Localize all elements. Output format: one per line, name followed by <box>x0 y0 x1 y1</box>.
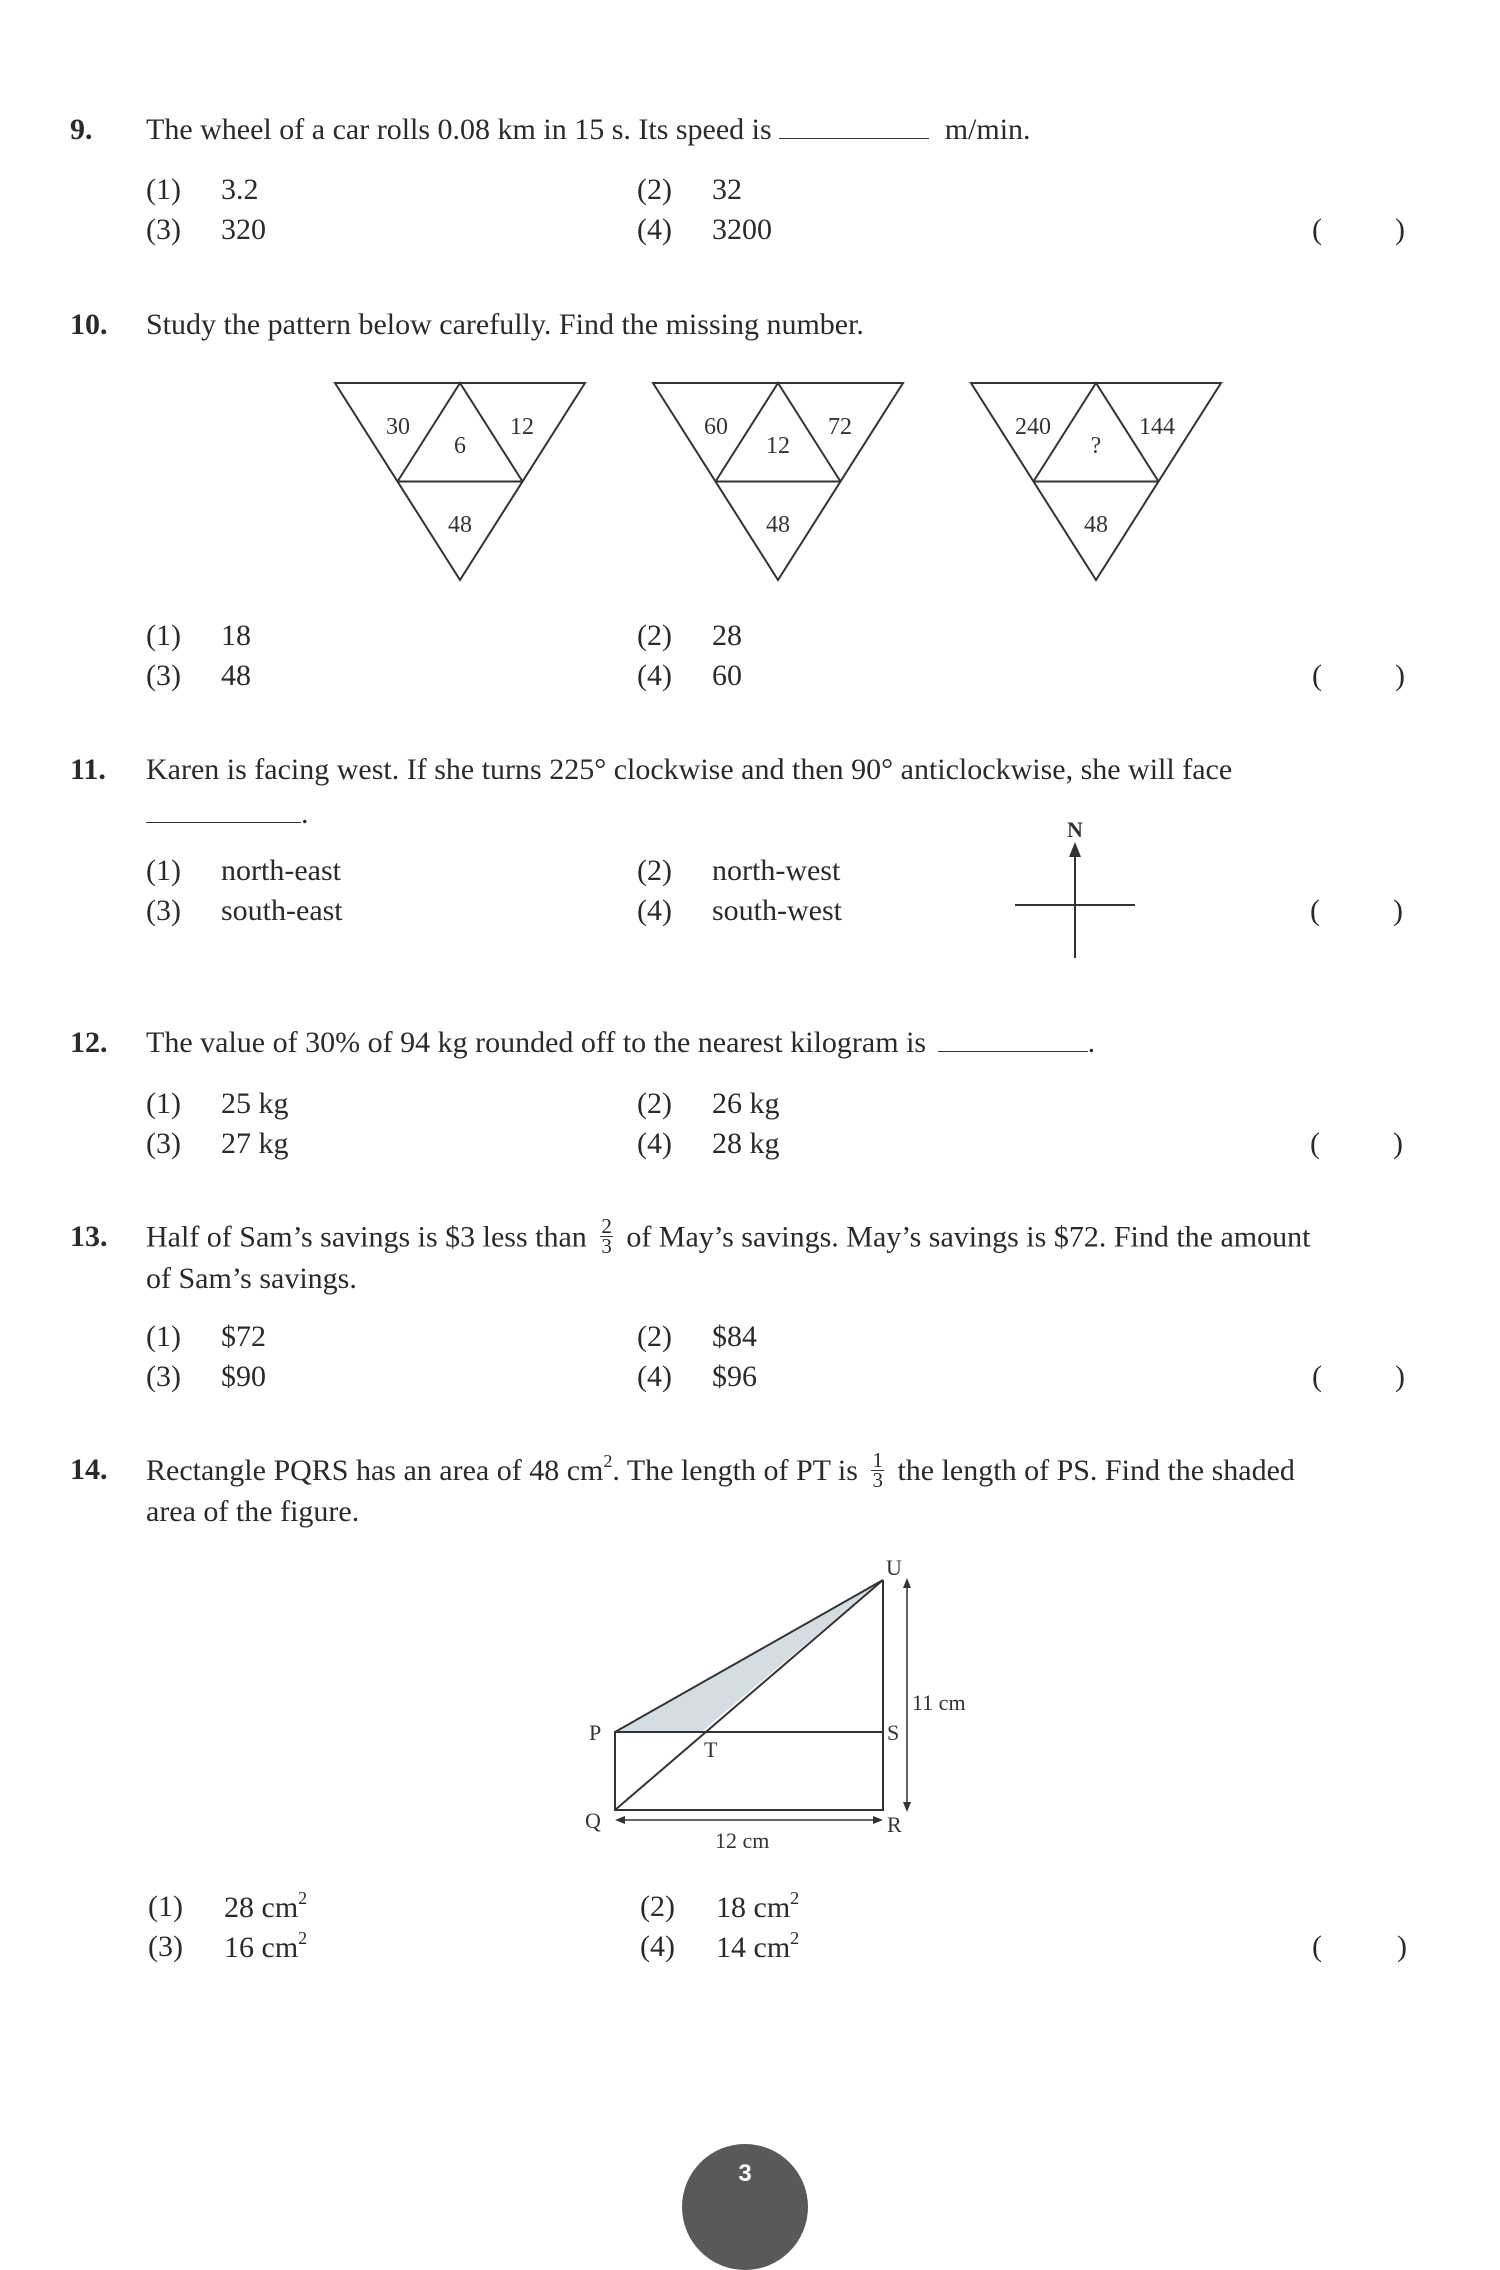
fraction <box>600 1214 613 1258</box>
option-label: (3) <box>146 894 181 927</box>
triangle-2-center: 12 <box>766 433 790 459</box>
compass-figure <box>1010 815 1140 960</box>
label-r: R <box>887 1812 902 1837</box>
option-value: 3200 <box>712 213 772 246</box>
fraction-denominator: 3 <box>601 1234 612 1258</box>
superscript: 2 <box>298 1888 308 1908</box>
superscript: 2 <box>790 1888 800 1908</box>
option-label: (3) <box>146 1360 181 1393</box>
option-value: 28 kg <box>712 1127 780 1160</box>
option-label: (2) <box>637 854 672 887</box>
triangle-2-left: 60 <box>704 414 728 440</box>
triangle-3-center: ? <box>1090 433 1102 459</box>
option-label: (4) <box>637 1127 672 1160</box>
question-13-text-line2: of Sam’s savings. <box>146 1262 357 1295</box>
label-u: U <box>886 1555 902 1580</box>
option-value: 3.2 <box>221 173 259 206</box>
option-value: 48 <box>221 659 251 692</box>
answer-bracket-open[interactable]: ( <box>1312 1360 1322 1393</box>
question-14-number: 14. <box>70 1453 108 1486</box>
question-12-text: The value of 30% of 94 kg rounded off to the nearest kilogram is . <box>146 1026 1096 1059</box>
option-label: (1) <box>146 173 181 206</box>
option-label: (4) <box>640 1930 675 1963</box>
answer-blank <box>779 137 929 139</box>
triangle-pattern-figure <box>330 380 1230 590</box>
option-value: north-west <box>712 854 841 887</box>
question-13-number: 13. <box>70 1220 108 1253</box>
triangle-1-bottom: 48 <box>448 512 472 538</box>
option-label: (2) <box>637 1087 672 1120</box>
option-label: (4) <box>637 894 672 927</box>
superscript: 2 <box>790 1928 800 1948</box>
answer-bracket-close[interactable]: ) <box>1393 894 1403 927</box>
option-value <box>224 1930 307 1965</box>
triangle-1-left: 30 <box>386 414 410 440</box>
question-14-text-line2: area of the figure. <box>146 1495 360 1528</box>
option-label: (3) <box>146 1127 181 1160</box>
option-value-text: 16 cm <box>224 1931 299 1964</box>
fraction-denominator: 3 <box>872 1467 883 1492</box>
option-value: 32 <box>712 173 742 206</box>
triangle-2-bottom: 48 <box>766 512 790 538</box>
triangle-2-right: 72 <box>828 414 852 440</box>
option-value: $96 <box>712 1360 757 1393</box>
option-value: 26 kg <box>712 1087 780 1120</box>
label-s: S <box>887 1720 900 1745</box>
question-13-text-before: Half of Sam’s savings is $3 less than <box>146 1220 587 1254</box>
option-value: north-east <box>221 854 341 887</box>
option-value <box>224 1890 307 1925</box>
option-label: (2) <box>637 1320 672 1353</box>
question-13-text <box>146 1214 1311 1259</box>
question-9-number: 9. <box>70 113 93 146</box>
option-label: (3) <box>146 659 181 692</box>
question-14-text-before: Rectangle PQRS has an area of 48 cm <box>146 1454 604 1487</box>
option-value: south-east <box>221 894 343 927</box>
option-value: south-west <box>712 894 842 927</box>
question-11-text: Karen is facing west. If she turns 225° clockwise and then 90° anticlockwise, she will face <box>146 753 1233 786</box>
answer-bracket-open[interactable]: ( <box>1312 659 1322 692</box>
question-13-text-after: of May’s savings. May’s savings is $72. Find the amount <box>626 1220 1311 1254</box>
question-14-text-after: the length of PS. Find the shaded <box>897 1454 1295 1487</box>
height-label: 11 cm <box>912 1690 966 1715</box>
answer-bracket-open[interactable]: ( <box>1312 1930 1322 1963</box>
option-value: $84 <box>712 1320 757 1353</box>
label-q: Q <box>585 1808 601 1833</box>
question-14-text <box>146 1447 1295 1493</box>
option-label: (1) <box>146 619 181 652</box>
question-14-text-mid: . The length of PT is <box>612 1454 858 1487</box>
option-label: (1) <box>146 854 181 887</box>
fraction-numerator: 1 <box>872 1447 883 1472</box>
compass-north-label: N <box>1067 817 1083 842</box>
option-value-text: 18 cm <box>716 1891 791 1924</box>
option-label: (4) <box>637 659 672 692</box>
question-9-text <box>146 113 1031 147</box>
triangle-3-bottom: 48 <box>1084 512 1108 538</box>
option-value: 320 <box>221 213 266 246</box>
option-label: (2) <box>637 173 672 206</box>
superscript: 2 <box>603 1451 613 1471</box>
question-12-number: 12. <box>70 1026 108 1059</box>
answer-blank-line: . <box>146 797 309 831</box>
option-value: 27 kg <box>221 1127 289 1160</box>
option-value: 18 <box>221 619 251 652</box>
answer-bracket-open[interactable]: ( <box>1310 1127 1320 1160</box>
rectangle-pqrs-figure <box>570 1550 990 1860</box>
answer-blank <box>938 1050 1088 1052</box>
answer-bracket-open[interactable]: ( <box>1312 213 1322 246</box>
answer-bracket-close[interactable]: ) <box>1397 1930 1407 1963</box>
option-value: $72 <box>221 1320 266 1353</box>
question-11-number: 11. <box>70 753 106 786</box>
option-label: (3) <box>148 1930 183 1963</box>
option-value: $90 <box>221 1360 266 1393</box>
option-label: (4) <box>637 1360 672 1393</box>
option-label: (1) <box>146 1320 181 1353</box>
option-value <box>716 1890 799 1925</box>
answer-bracket-open[interactable]: ( <box>1310 894 1320 927</box>
triangle-3-left: 240 <box>1015 414 1051 440</box>
fraction <box>871 1447 884 1492</box>
option-value: 25 kg <box>221 1087 289 1120</box>
option-label: (3) <box>146 213 181 246</box>
fraction-numerator: 2 <box>601 1214 612 1238</box>
option-label: (4) <box>637 213 672 246</box>
option-label: (2) <box>640 1890 675 1923</box>
answer-bracket-close[interactable]: ) <box>1395 659 1405 692</box>
label-t: T <box>704 1737 718 1762</box>
option-value-text: 28 cm <box>224 1891 299 1924</box>
option-label: (2) <box>637 619 672 652</box>
width-label: 12 cm <box>715 1828 770 1853</box>
option-value: 28 <box>712 619 742 652</box>
question-9-text-after: m/min. <box>944 113 1031 146</box>
option-value <box>716 1930 799 1965</box>
question-12-text-main: The value of 30% of 94 kg rounded off to the nearest kilogram is <box>146 1026 927 1059</box>
question-10-number: 10. <box>70 308 108 341</box>
label-p: P <box>589 1720 602 1745</box>
triangle-1-right: 12 <box>510 414 534 440</box>
answer-bracket-close[interactable]: ) <box>1395 213 1405 246</box>
answer-blank <box>146 821 301 823</box>
option-label: (1) <box>146 1087 181 1120</box>
triangle-3-right: 144 <box>1139 414 1175 440</box>
option-label: (1) <box>148 1890 183 1923</box>
superscript: 2 <box>298 1928 308 1948</box>
option-value: 60 <box>712 659 742 692</box>
compass-arrow-icon <box>1069 842 1081 857</box>
page-number: 3 <box>738 2160 752 2187</box>
answer-bracket-close[interactable]: ) <box>1395 1360 1405 1393</box>
triangle-1-center: 6 <box>454 433 466 459</box>
question-10-text: Study the pattern below carefully. Find the missing number. <box>146 308 864 341</box>
question-9-text-before: The wheel of a car rolls 0.08 km in 15 s. Its speed is <box>146 113 772 146</box>
answer-bracket-close[interactable]: ) <box>1393 1127 1403 1160</box>
option-value-text: 14 cm <box>716 1931 791 1964</box>
